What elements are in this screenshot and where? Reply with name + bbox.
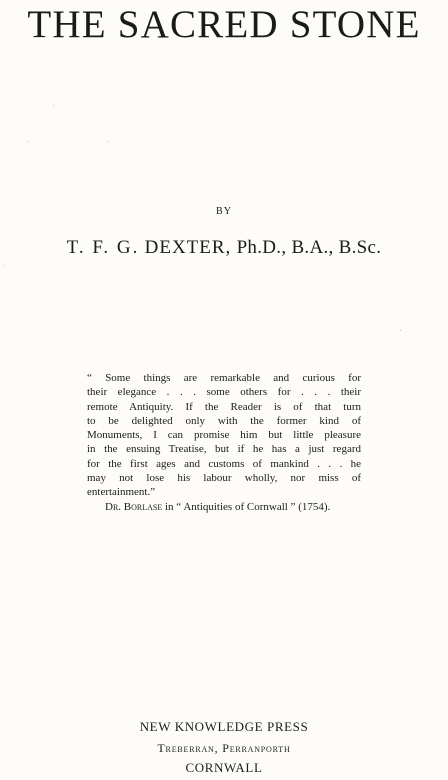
- epigraph-line: to be delighted only with the former kind of: [87, 414, 361, 427]
- epigraph-line: for the first ages and customs of mankind . . . he: [87, 457, 361, 470]
- publisher-location: Treberran, Perranporth: [157, 741, 291, 755]
- author-qualifications: Ph.D., B.A., B.Sc.: [236, 237, 382, 258]
- epigraph-line: their elegance . . . some others for . . . their: [87, 386, 361, 399]
- attribution-connector: in: [164, 500, 174, 513]
- epigraph-line: may not lose his labour wholly, nor miss of: [87, 472, 361, 485]
- author-line: [0, 237, 448, 259]
- epigraph: [87, 371, 361, 514]
- epigraph-line: “ Some things are remarkable and curious for: [87, 372, 361, 384]
- author-surname: DEXTER,: [144, 237, 232, 258]
- attribution-author: Dr. Borlase: [105, 500, 163, 513]
- author-initials: T. F. G.: [66, 237, 140, 258]
- epigraph-last-line: entertainment.”: [87, 486, 156, 499]
- epigraph-attribution: [87, 500, 361, 514]
- epigraph-line: in the ensuing Treatise, but if he has a just regard: [87, 443, 361, 456]
- epigraph-line: remote Antiquity. If the Reader is of that turn: [87, 400, 361, 413]
- publisher-name: NEW KNOWLEDGE PRESS: [139, 719, 309, 734]
- epigraph-line: Monuments, I can promise him but little pleasure: [87, 429, 361, 442]
- attribution-work: “ Antiquities of Cornwall ”: [176, 500, 296, 513]
- by-label: BY: [216, 206, 232, 217]
- publisher-county: CORNWALL: [185, 760, 263, 775]
- book-title: THE SACRED STONE: [27, 3, 421, 46]
- attribution-year: (1754).: [298, 500, 331, 513]
